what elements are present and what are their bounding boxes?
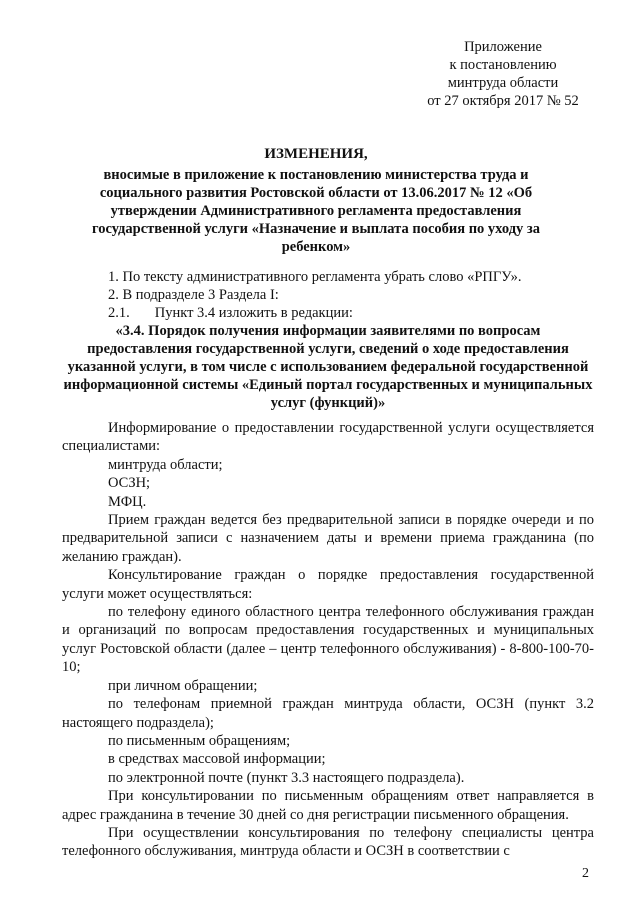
paragraph: при личном обращении; bbox=[108, 677, 258, 694]
annex-block bbox=[413, 38, 593, 110]
paragraph: по телефону единого областного центра телефонного обслуживания граждан и организаций по вопросам предоставления государственных и муниципальных услуг Ростовской области (далее – центр телефонного обслуживания) - 8-800-100-70-10; bbox=[62, 604, 594, 676]
body-text bbox=[62, 419, 594, 861]
paragraph: Информирование о предоставлении государственной услуги осуществляется специалистами: bbox=[62, 420, 594, 455]
paragraph: ОСЗН; bbox=[108, 475, 151, 492]
paragraph: МФЦ. bbox=[108, 493, 147, 510]
item-2-1 bbox=[108, 304, 521, 322]
paragraph: При осуществлении консультирования по телефону специалисты центра телефонного обслуживания, минтруда области и ОСЗН в соответствии с bbox=[62, 824, 594, 860]
item-2-1-text: Пункт 3.4 изложить в редакции: bbox=[154, 305, 353, 321]
paragraph: При консультировании по письменным обращениям ответ направляется в адрес гражданина в течение 30 дней со дня регистрации письменного обращения. bbox=[62, 788, 594, 823]
annex-line: от 27 октября 2017 № 52 bbox=[427, 93, 579, 109]
annex-line: к постановлению bbox=[449, 57, 557, 73]
amendment-items bbox=[108, 268, 521, 322]
page-number: 2 bbox=[582, 866, 589, 881]
paragraph: по письменным обращениям; bbox=[108, 732, 291, 749]
item-1: 1. По тексту административного регламента убрать слово «РПГУ». bbox=[108, 269, 522, 285]
item-2: 2. В подразделе 3 Раздела I: bbox=[108, 287, 279, 303]
paragraph: Прием граждан ведется без предварительной записи в порядке очереди и по предварительной записи с назначением даты и времени приема гражданина (по желанию граждан). bbox=[62, 512, 594, 565]
paragraph: Консультирование граждан о порядке предоставления государственной услуги может осуществляться: bbox=[62, 567, 594, 602]
heading-title: ИЗМЕНЕНИЯ, bbox=[264, 146, 368, 162]
paragraph: по телефонам приемной граждан минтруда области, ОСЗН (пункт 3.2 настоящего подраздела); bbox=[62, 696, 594, 731]
paragraph: минтруда области; bbox=[108, 456, 223, 473]
annex-line: Приложение bbox=[464, 39, 542, 55]
heading-subtitle: вносимые в приложение к постановлению министерства труда и социального развития Ростовской области от 13.06.2017 № 12 «Об утверждении Административного регламента предоставления государственной услуги «Назначение и выплата пособия по уходу за ребенком» bbox=[92, 167, 540, 255]
annex-line: минтруда области bbox=[447, 75, 559, 91]
item-2-1-number: 2.1. bbox=[108, 305, 130, 321]
paragraph: по электронной почте (пункт 3.3 настоящего подраздела). bbox=[108, 769, 465, 786]
section-heading-3-4: «3.4. Порядок получения информации заявителями по вопросам предоставления государственной услуги, сведений о ходе предоставления указанной услуги, в том числе с использованием федеральной государственной информационной системы «Единый портал государственных и муниципальных услуг (функций)» bbox=[63, 323, 593, 411]
document-heading bbox=[88, 145, 544, 256]
paragraph: в средствах массовой информации; bbox=[108, 751, 326, 768]
